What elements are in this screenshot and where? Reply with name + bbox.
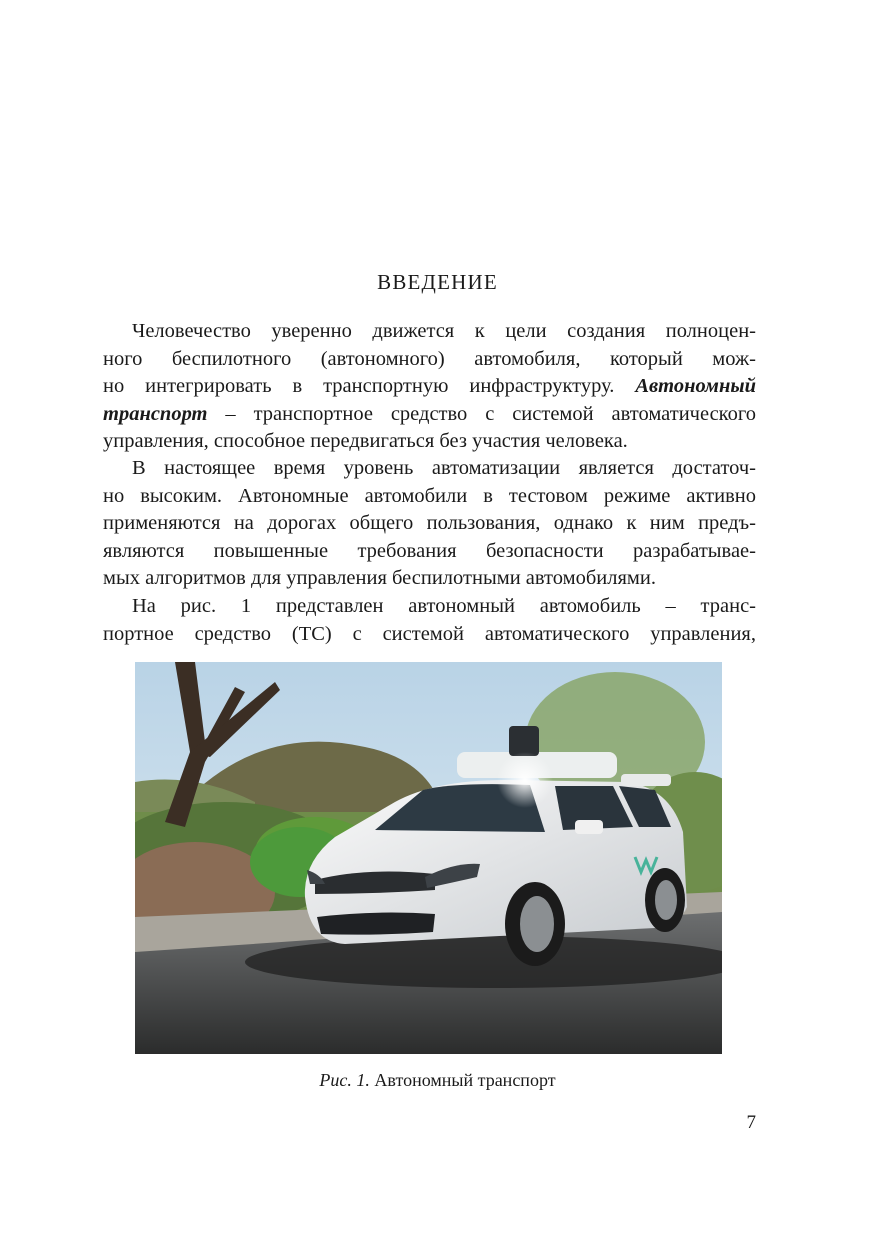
- page-number: 7: [746, 1112, 756, 1133]
- term-transport: транспорт: [103, 402, 208, 425]
- definition-text: – транспортное средство с системой автоматического: [207, 402, 756, 425]
- term-autonomous: Автономный: [635, 375, 756, 397]
- paragraph-line: мых алгоритмов для управления беспилотными автомобилями.: [103, 567, 656, 589]
- paragraph-line: портное средство (ТС) с системой автоматического управления,: [103, 622, 756, 645]
- paragraph-line: ного беспилотного (автономного) автомобиля, который мож-: [103, 347, 756, 370]
- figure-label: Рис. 1.: [319, 1070, 370, 1090]
- paragraph-line: но высоким. Автономные автомобили в тестовом режиме активно: [103, 484, 756, 507]
- paragraph-line-text: но интегрировать в транспортную инфраструктуру.: [103, 375, 615, 397]
- paragraph-line: применяются на дорогах общего пользования, однако к ним предъ-: [103, 512, 756, 534]
- paragraph-line: [103, 401, 756, 429]
- paragraph-1: [103, 318, 756, 456]
- paragraph-line: [103, 373, 756, 401]
- paragraph-3: [103, 593, 756, 648]
- paragraph-line: управления, способное передвигаться без участия человека.: [103, 430, 628, 452]
- figure-autonomous-car-photo: [135, 662, 722, 1054]
- paragraph-line: В настоящее время уровень автоматизации является достаточ-: [132, 457, 756, 479]
- section-heading: ВВЕДЕНИЕ: [377, 270, 498, 294]
- figure-caption-text: Автономный транспорт: [369, 1070, 556, 1090]
- paragraph-line: являются повышенные требования безопасности разрабатывае-: [103, 539, 756, 562]
- figure-caption: [0, 1070, 875, 1091]
- paragraph-line: На рис. 1 представлен автономный автомобиль – транс-: [132, 595, 756, 617]
- paragraph-2: [103, 455, 756, 593]
- paragraph-line: Человечество уверенно движется к цели создания полноцен-: [132, 320, 756, 342]
